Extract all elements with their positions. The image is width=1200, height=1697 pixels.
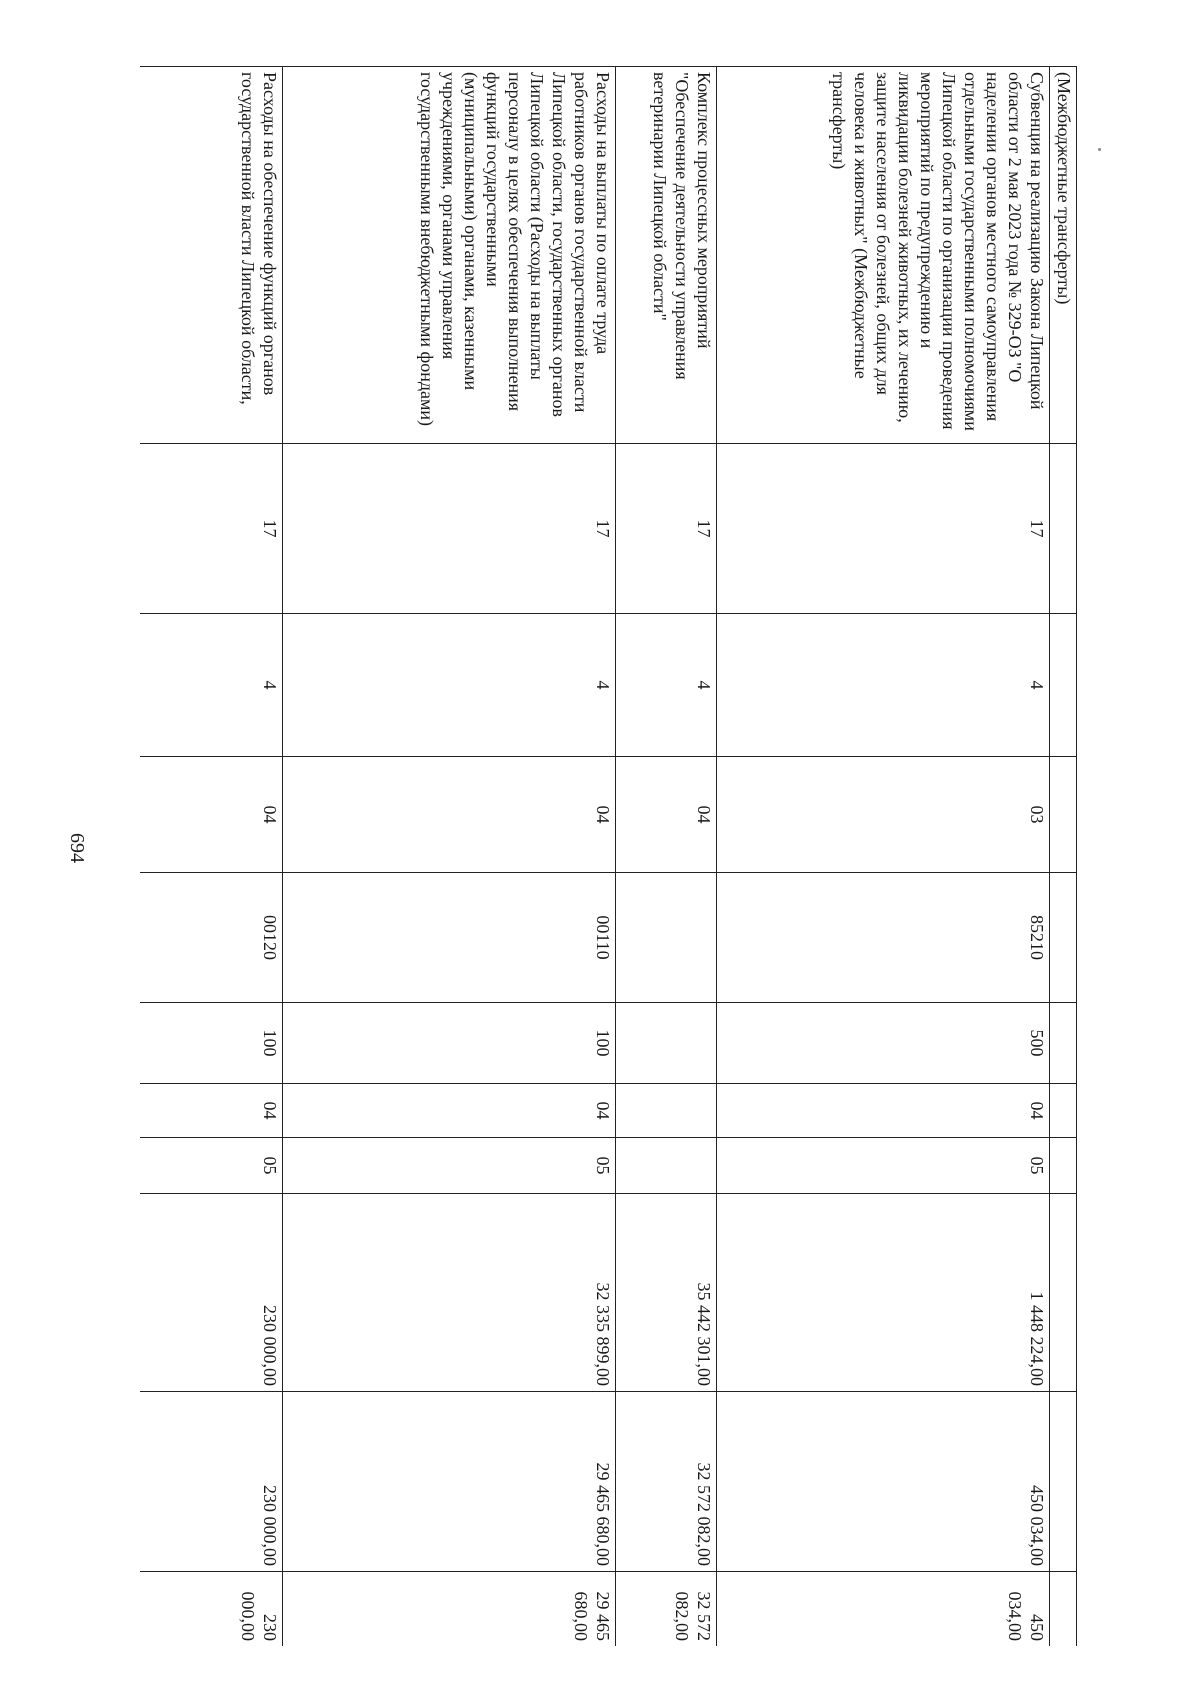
code-cell xyxy=(1050,1084,1077,1138)
rotated-table-canvas xyxy=(140,66,1077,1646)
code-cell: 100 xyxy=(140,1003,283,1084)
page-number: 694 xyxy=(66,833,89,863)
amount-cell: 32 572 082,00 xyxy=(616,1572,717,1647)
code-cell xyxy=(616,1003,717,1084)
code-cell: 17 xyxy=(283,444,616,614)
row-description: Расходы на выплаты по оплате труда работников органов государственной власти Липецкой области, государственных органов Липецкой области (Расходы на выплаты персоналу в целях обеспечения выполнения функций государственными (муниципальными) органами, казенными учреждениями, органами управления государственными внебюджетными фондами) xyxy=(283,67,616,444)
code-cell: 4 xyxy=(283,614,616,757)
code-cell: 100 xyxy=(283,1003,616,1084)
code-cell: 04 xyxy=(140,757,283,873)
amount-cell: 230 000,00 xyxy=(140,1392,283,1572)
table-row xyxy=(616,67,717,1647)
code-cell: 05 xyxy=(283,1138,616,1194)
amount-cell xyxy=(1050,1572,1077,1647)
code-cell: 500 xyxy=(717,1003,1050,1084)
amount-cell xyxy=(1050,1392,1077,1572)
code-cell: 04 xyxy=(140,1084,283,1138)
code-cell: 04 xyxy=(717,1084,1050,1138)
code-cell: 4 xyxy=(616,614,717,757)
code-cell: 05 xyxy=(717,1138,1050,1194)
code-cell xyxy=(1050,757,1077,873)
amount-cell: 29 465 680,00 xyxy=(283,1572,616,1647)
scan-speck xyxy=(1098,148,1101,151)
amount-cell xyxy=(1050,1194,1077,1392)
amount-cell: 450 034,00 xyxy=(717,1572,1050,1647)
code-cell xyxy=(616,873,717,1003)
rotated-table-frame xyxy=(140,66,1077,1646)
table-row xyxy=(283,67,616,1647)
table-row xyxy=(717,67,1050,1647)
code-cell: 00110 xyxy=(283,873,616,1003)
row-description: Субвенция на реализацию Закона Липецкой области от 2 мая 2023 года № 329-ОЗ "О наделении органов местного самоуправления отдельными государственными полномочиями Липецкой области по организации проведения мероприятий по предупреждению и ликвидации болезней животных, их лечению, защите населения от болезней, общих для человека и животных" (Межбюджетные трансферты) xyxy=(717,67,1050,444)
code-cell: 04 xyxy=(283,757,616,873)
code-cell xyxy=(1050,444,1077,614)
code-cell: 04 xyxy=(283,1084,616,1138)
code-cell: 03 xyxy=(717,757,1050,873)
row-description: (Межбюджетные трансферты) xyxy=(1050,67,1077,444)
code-cell: 4 xyxy=(140,614,283,757)
amount-cell: 32 335 899,00 xyxy=(283,1194,616,1392)
code-cell: 00120 xyxy=(140,873,283,1003)
code-cell: 85210 xyxy=(717,873,1050,1003)
code-cell: 4 xyxy=(717,614,1050,757)
amount-cell: 450 034,00 xyxy=(717,1392,1050,1572)
budget-table xyxy=(140,66,1077,1646)
amount-cell: 230 000,00 xyxy=(140,1572,283,1647)
code-cell xyxy=(616,1138,717,1194)
amount-cell: 32 572 082,00 xyxy=(616,1392,717,1572)
code-cell: 05 xyxy=(140,1138,283,1194)
row-description: Расходы на обеспечение функций органов государственной власти Липецкой области, xyxy=(140,67,283,444)
row-description: Комплекс процессных мероприятий "Обеспечение деятельности управления ветеринарии Липецкой области" xyxy=(616,67,717,444)
amount-cell: 29 465 680,00 xyxy=(283,1392,616,1572)
amount-cell: 35 442 301,00 xyxy=(616,1194,717,1392)
code-cell xyxy=(1050,1138,1077,1194)
code-cell: 04 xyxy=(616,757,717,873)
code-cell: 17 xyxy=(140,444,283,614)
code-cell xyxy=(616,1084,717,1138)
table-row xyxy=(140,67,283,1647)
amount-cell: 1 448 224,00 xyxy=(717,1194,1050,1392)
code-cell xyxy=(1050,614,1077,757)
amount-cell: 230 000,00 xyxy=(140,1194,283,1392)
table-row xyxy=(1050,67,1077,1647)
code-cell xyxy=(1050,873,1077,1003)
code-cell: 17 xyxy=(616,444,717,614)
code-cell xyxy=(1050,1003,1077,1084)
code-cell: 17 xyxy=(717,444,1050,614)
